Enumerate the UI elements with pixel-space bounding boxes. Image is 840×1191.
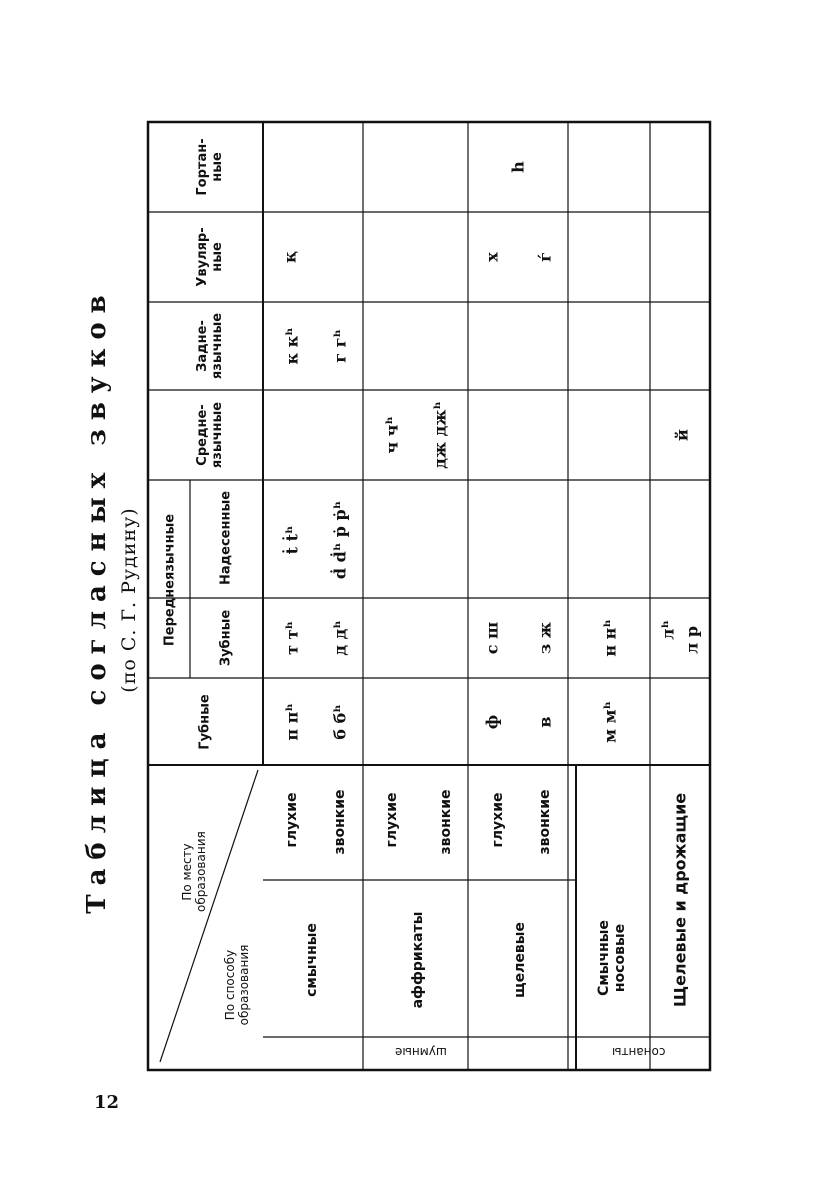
manner-nasal-stops: Смычные носовые [596,920,628,996]
cell-stops-dental-voiceless: т тʰ [282,621,302,655]
cell-fric-uvular-voiceless: х [482,252,502,262]
group-sonorant-label: сонанты [612,1045,666,1059]
cell-stops-supra-voiceless: ṫ ṫʰ [282,525,302,555]
cell-stops-labial-voiceless: п пʰ [282,703,302,741]
voicing-stops-voiceless: глухие [284,792,300,848]
manner-affricates: аффрикаты [410,911,426,1009]
cell-fric-uvular-voiced: ѓ [535,252,555,262]
cell-stops-back-voiceless: к кʰ [282,327,302,365]
corner-place-label: По месту образования [180,831,208,912]
cell-stops-back-voiced: г гʰ [330,329,350,363]
cell-fric-dental-voiceless: с ш [482,621,502,655]
cell-stops-supra-voiced: ḋ ḋʰ ṗ ṗʰ [330,500,350,580]
manner-fricative-trill: Щелевые и дрожащие [670,792,690,1008]
col-glottal: Гортан-ные [195,138,225,196]
col-dental: Зубные [218,609,234,667]
page-title: Таблица согласных звуков [82,286,112,914]
cell-affr-middle-voiceless: ч чʰ [382,416,402,454]
cell-trill-dental-bottom: л р [682,625,702,655]
cell-trill-middle: й [672,429,692,441]
page-subtitle: (по С. Г. Рудину) [118,507,140,693]
cell-fric-labial-voiced: в [535,716,555,728]
voicing-affr-voiced: звонкие [438,789,454,855]
manner-fricatives: щелевые [512,922,528,998]
voicing-stops-voiced: звонкие [332,789,348,855]
cell-fric-dental-voiced: з ж [535,622,555,654]
manner-stops: смычные [304,923,320,997]
corner-manner-label: По способу образования [223,944,251,1026]
cell-trill-dental-top: лʰ [658,620,678,640]
voicing-affr-voiceless: глухие [384,792,400,848]
cell-nasal-dental: н нʰ [600,619,620,657]
page-number: 12 [94,1092,120,1113]
cell-fric-glottal: h [508,161,528,173]
cell-affr-middle-voiced: дж джʰ [430,401,450,469]
cell-stops-dental-voiced: д дʰ [330,620,350,656]
col-supradental: Надесенные [218,490,234,586]
col-middle: Средне-язычные [195,401,225,469]
voicing-fric-voiced: звонкие [537,789,553,855]
voicing-fric-voiceless: глухие [490,792,506,848]
group-noisy-label: шумные [395,1045,447,1059]
col-labial: Губные [197,694,213,750]
cell-fric-labial-voiceless: ф [482,714,502,730]
col-back: Задне-язычные [195,312,225,380]
cell-nasal-labial: м мʰ [600,701,620,743]
col-uvular: Увуляр-ные [195,227,225,287]
col-anterior-group: Переднеязычные [162,513,178,647]
cell-stops-labial-voiced: б бʰ [330,704,350,740]
cell-stops-uvular: қ [280,251,300,263]
